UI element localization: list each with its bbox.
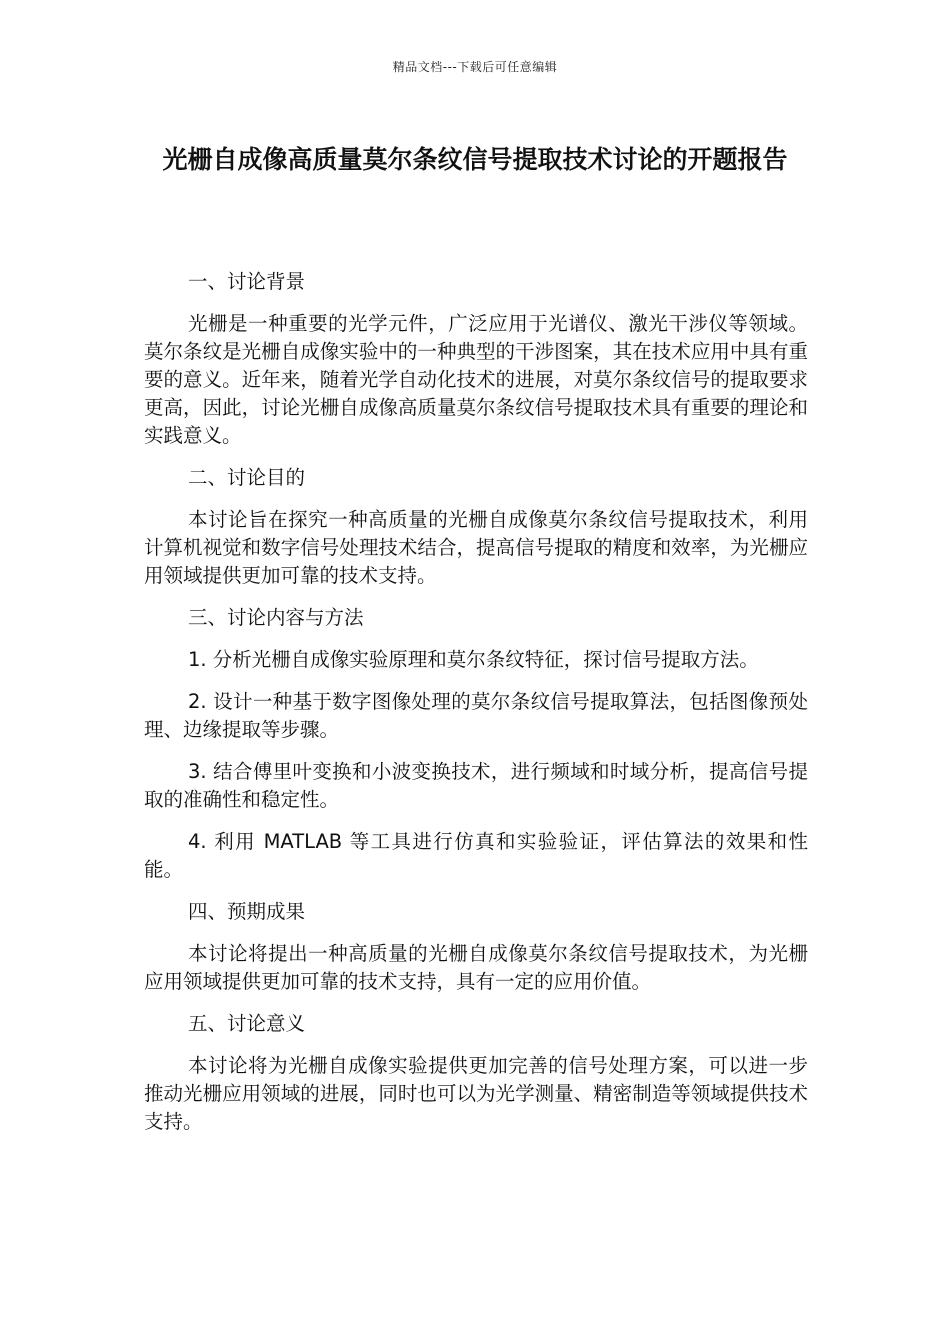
list-item-method-1: 1. 分析光栅自成像实验原理和莫尔条纹特征，探讨信号提取方法。 <box>188 648 759 671</box>
paragraph-expected-results: 本讨论将提出一种高质量的光栅自成像莫尔条纹信号提取技术，为光栅应用领域提供更加可靠的技术支持，具有一定的应用价值。 <box>144 942 808 993</box>
header-note: 精品文档---下载后可任意编辑 <box>392 60 558 74</box>
list-item-method-2: 2. 设计一种基于数字图像处理的莫尔条纹信号提取算法，包括图像预处理、边缘提取等步骤。 <box>144 690 808 741</box>
paragraph-purpose: 本讨论旨在探究一种高质量的光栅自成像莫尔条纹信号提取技术，利用计算机视觉和数字信号处理技术结合，提高信号提取的精度和效率，为光栅应用领域提供更加可靠的技术支持。 <box>144 508 808 587</box>
section-heading-expected-results: 四、预期成果 <box>188 900 306 923</box>
list-item-method-4: 4. 利用 MATLAB 等工具进行仿真和实验验证，评估算法的效果和性能。 <box>144 830 808 881</box>
paragraph-background: 光栅是一种重要的光学元件，广泛应用于光谱仪、激光干涉仪等领域。莫尔条纹是光栅自成像实验中的一种典型的干涉图案，其在技术应用中具有重要的意义。近年来，随着光学自动化技术的进展，对莫尔条纹信号的提取要求更高，因此，讨论光栅自成像高质量莫尔条纹信号提取技术具有重要的理论和实践意义。 <box>144 312 808 447</box>
document-body <box>144 268 808 1150</box>
paragraph-significance: 本讨论将为光栅自成像实验提供更加完善的信号处理方案，可以进一步推动光栅应用领域的进展，同时也可以为光学测量、精密制造等领域提供技术支持。 <box>144 1054 808 1133</box>
list-item-method-3: 3. 结合傅里叶变换和小波变换技术，进行频域和时域分析，提高信号提取的准确性和稳定性。 <box>144 760 808 811</box>
document-title: 光栅自成像高质量莫尔条纹信号提取技术讨论的开题报告 <box>162 145 788 174</box>
section-heading-significance: 五、讨论意义 <box>188 1012 306 1035</box>
section-heading-purpose: 二、讨论目的 <box>188 466 306 489</box>
section-heading-content-methods: 三、讨论内容与方法 <box>188 606 364 629</box>
section-heading-background: 一、讨论背景 <box>188 270 306 293</box>
